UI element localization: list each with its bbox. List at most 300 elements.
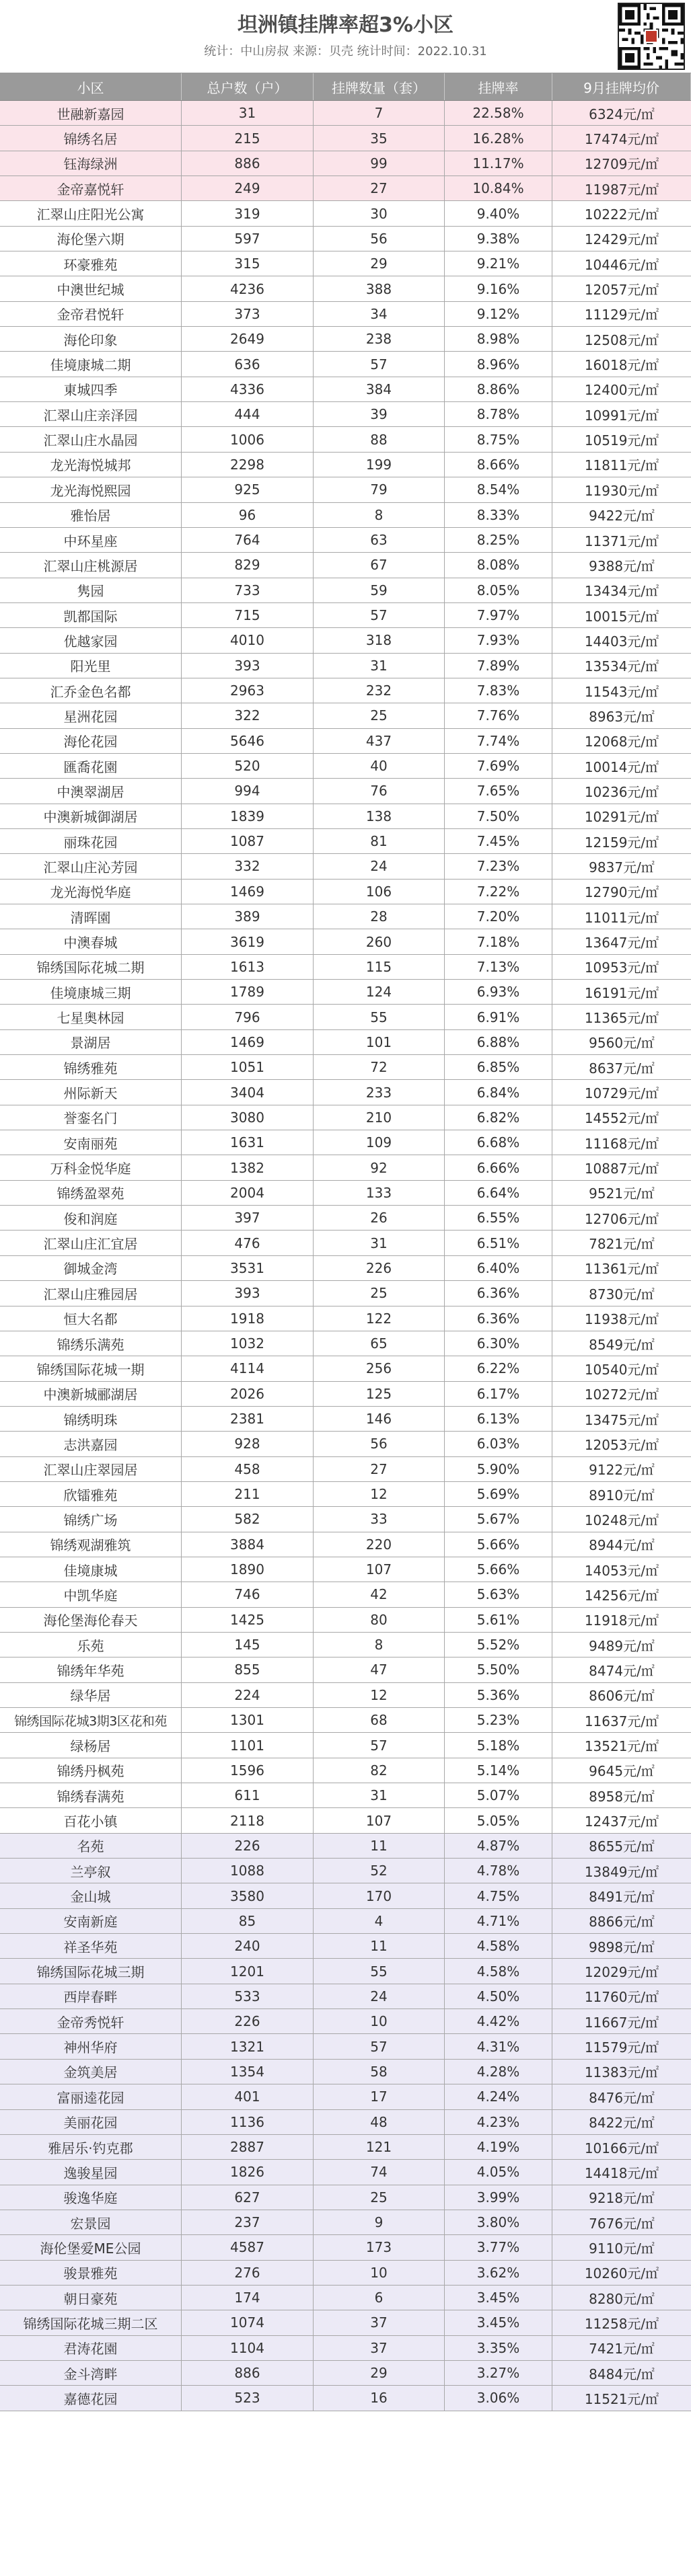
- cell-listing-rate: 6.51%: [445, 1231, 552, 1255]
- cell-households: 322: [182, 703, 314, 728]
- cell-listing-rate: 5.66%: [445, 1557, 552, 1582]
- cell-listing-rate: 7.74%: [445, 729, 552, 753]
- cell-avg-price: 9122元/㎡: [589, 1462, 655, 1479]
- cell-avg-price: 11383元/㎡: [584, 2064, 659, 2081]
- cell-avg-price: 12029元/㎡: [584, 1964, 659, 1981]
- cell-households: 3404: [182, 1080, 314, 1104]
- table-row: [0, 1532, 691, 1557]
- table-header-row: [0, 73, 691, 101]
- cell-listings: 10: [314, 2009, 445, 2033]
- cell-listing-rate: 6.82%: [445, 1105, 552, 1130]
- cell-avg-price: 14552元/㎡: [584, 1110, 659, 1127]
- cell-households: 1354: [182, 2060, 314, 2084]
- cell-listing-rate: 7.13%: [445, 955, 552, 979]
- cell-households: 315: [182, 251, 314, 276]
- cell-households: 1032: [182, 1331, 314, 1356]
- cell-listing-rate: 8.05%: [445, 578, 552, 602]
- cell-community-name: 汇翠山庄水晶园: [0, 427, 182, 451]
- cell-listings: 170: [314, 1883, 445, 1908]
- cell-listings: 10: [314, 2261, 445, 2285]
- cell-listing-rate: 4.58%: [445, 1959, 552, 1983]
- cell-community-name: 锦绣盈翠苑: [0, 1181, 182, 1205]
- cell-listing-rate: 8.75%: [445, 427, 552, 451]
- cell-avg-price: 12068元/㎡: [584, 734, 659, 750]
- cell-listings: 199: [314, 453, 445, 477]
- cell-listings: 115: [314, 955, 445, 979]
- cell-households: 582: [182, 1507, 314, 1531]
- cell-listing-rate: 5.07%: [445, 1783, 552, 1807]
- cell-listings: 133: [314, 1181, 445, 1205]
- cell-households: 829: [182, 553, 314, 577]
- cell-households: 925: [182, 477, 314, 502]
- cell-households: 4010: [182, 628, 314, 652]
- cell-community-name: 金筑美居: [0, 2060, 182, 2084]
- table-row: [0, 1432, 691, 1456]
- cell-households: 1425: [182, 1608, 314, 1632]
- cell-avg-price: 8606元/㎡: [589, 1688, 655, 1705]
- cell-households: 886: [182, 151, 314, 175]
- cell-community-name: 锦绣国际花城三期: [0, 1959, 182, 1983]
- cell-avg-price: 13647元/㎡: [584, 935, 659, 951]
- cell-households: 215: [182, 126, 314, 150]
- table-row: [0, 377, 691, 402]
- cell-listing-rate: 4.28%: [445, 2060, 552, 2084]
- cell-listings: 318: [314, 628, 445, 652]
- cell-listings: 121: [314, 2135, 445, 2159]
- cell-avg-price: 10272元/㎡: [584, 1387, 659, 1403]
- cell-community-name: 金帝嘉悦轩: [0, 176, 182, 200]
- cell-listing-rate: 7.20%: [445, 904, 552, 929]
- cell-listing-rate: 16.28%: [445, 126, 552, 150]
- cell-avg-price: 11258元/㎡: [584, 2315, 659, 2332]
- table-row: [0, 477, 691, 502]
- column-header-price: 9月挂牌均价: [552, 73, 691, 100]
- table-row: [0, 1105, 691, 1130]
- cell-community-name: 中澳新城郦湖居: [0, 1382, 182, 1406]
- cell-community-name: 嘉德花园: [0, 2386, 182, 2410]
- table-row: [0, 1608, 691, 1633]
- cell-avg-price: 11361元/㎡: [584, 1261, 659, 1278]
- cell-listing-rate: 4.75%: [445, 1883, 552, 1908]
- cell-avg-price: 16018元/㎡: [584, 357, 659, 374]
- cell-listings: 388: [314, 276, 445, 301]
- cell-listings: 24: [314, 854, 445, 878]
- cell-households: 2298: [182, 453, 314, 477]
- cell-listing-rate: 4.87%: [445, 1834, 552, 1858]
- cell-community-name: 龙光海悦华庭: [0, 880, 182, 904]
- cell-listings: 11: [314, 1934, 445, 1958]
- cell-avg-price: 17474元/㎡: [584, 131, 659, 148]
- cell-listings: 57: [314, 603, 445, 627]
- cell-community-name: 恒大名都: [0, 1306, 182, 1331]
- cell-listings: 173: [314, 2235, 445, 2259]
- cell-community-name: 汇翠山庄亲泽园: [0, 402, 182, 426]
- cell-households: 1006: [182, 427, 314, 451]
- cell-listings: 437: [314, 729, 445, 753]
- cell-listing-rate: 4.58%: [445, 1934, 552, 1958]
- cell-listings: 8: [314, 503, 445, 527]
- cell-listings: 29: [314, 2361, 445, 2385]
- cell-households: 1382: [182, 1155, 314, 1179]
- cell-avg-price: 7421元/㎡: [589, 2341, 655, 2357]
- cell-listings: 37: [314, 2336, 445, 2360]
- cell-listings: 82: [314, 1758, 445, 1783]
- cell-listings: 48: [314, 2110, 445, 2134]
- cell-community-name: 俊和润庭: [0, 1206, 182, 1230]
- cell-listing-rate: 5.67%: [445, 1507, 552, 1531]
- table-row: [0, 427, 691, 452]
- cell-listings: 12: [314, 1683, 445, 1707]
- cell-community-name: 中澳春城: [0, 929, 182, 953]
- cell-avg-price: 8476元/㎡: [589, 2089, 655, 2106]
- cell-avg-price: 12709元/㎡: [584, 156, 659, 173]
- cell-households: 1918: [182, 1306, 314, 1331]
- cell-community-name: 中澳世纪城: [0, 276, 182, 301]
- qr-code-icon: [618, 3, 685, 70]
- cell-community-name: 锦绣观湖雅筑: [0, 1532, 182, 1557]
- cell-avg-price: 12790元/㎡: [584, 884, 659, 901]
- cell-community-name: 汇翠山庄桃源居: [0, 553, 182, 577]
- cell-listing-rate: 11.17%: [445, 151, 552, 175]
- table-row: [0, 302, 691, 327]
- cell-community-name: 海伦堡六期: [0, 227, 182, 251]
- cell-community-name: 百花小镇: [0, 1808, 182, 1832]
- cell-community-name: 宏景园: [0, 2210, 182, 2234]
- cell-avg-price: 9218元/㎡: [589, 2190, 655, 2207]
- cell-community-name: 绿华居: [0, 1683, 182, 1707]
- cell-avg-price: 12159元/㎡: [584, 834, 659, 851]
- cell-listing-rate: 5.63%: [445, 1582, 552, 1606]
- table-row: [0, 880, 691, 904]
- cell-listing-rate: 6.22%: [445, 1356, 552, 1380]
- cell-households: 3531: [182, 1256, 314, 1280]
- cell-listing-rate: 6.40%: [445, 1256, 552, 1280]
- cell-listings: 31: [314, 1231, 445, 1255]
- cell-listings: 138: [314, 804, 445, 828]
- cell-households: 373: [182, 302, 314, 326]
- cell-listing-rate: 8.96%: [445, 352, 552, 376]
- table-row: [0, 1507, 691, 1532]
- cell-avg-price: 12429元/㎡: [584, 231, 659, 248]
- table-row: [0, 2386, 691, 2411]
- cell-households: 276: [182, 2261, 314, 2285]
- cell-community-name: 凯都国际: [0, 603, 182, 627]
- table-row: [0, 1808, 691, 1833]
- cell-avg-price: 9898元/㎡: [589, 1939, 655, 1955]
- cell-listing-rate: 6.85%: [445, 1055, 552, 1079]
- cell-listing-rate: 4.19%: [445, 2135, 552, 2159]
- cell-listings: 107: [314, 1808, 445, 1832]
- cell-avg-price: 10236元/㎡: [584, 783, 659, 800]
- cell-avg-price: 12437元/㎡: [584, 1813, 659, 1830]
- cell-avg-price: 12057元/㎡: [584, 282, 659, 299]
- cell-community-name: 東城四季: [0, 377, 182, 401]
- cell-avg-price: 10222元/㎡: [584, 206, 659, 223]
- cell-listings: 79: [314, 477, 445, 502]
- table-row: [0, 176, 691, 201]
- cell-avg-price: 14053元/㎡: [584, 1562, 659, 1579]
- cell-community-name: 锦绣名居: [0, 126, 182, 150]
- table-row: [0, 553, 691, 578]
- cell-community-name: 锦绣广场: [0, 1507, 182, 1531]
- cell-listings: 125: [314, 1382, 445, 1406]
- cell-households: 174: [182, 2286, 314, 2310]
- cell-community-name: 欣镭雅苑: [0, 1482, 182, 1506]
- cell-listings: 109: [314, 1130, 445, 1155]
- cell-avg-price: 7821元/㎡: [589, 1236, 655, 1253]
- table-row: [0, 528, 691, 553]
- cell-listing-rate: 5.50%: [445, 1657, 552, 1682]
- cell-avg-price: 8549元/㎡: [589, 1336, 655, 1353]
- cell-avg-price: 11930元/㎡: [584, 482, 659, 499]
- cell-listings: 58: [314, 2060, 445, 2084]
- table-row: [0, 779, 691, 804]
- cell-households: 2004: [182, 1181, 314, 1205]
- cell-households: 1088: [182, 1859, 314, 1883]
- cell-listings: 232: [314, 678, 445, 703]
- cell-avg-price: 8730元/㎡: [589, 1286, 655, 1302]
- cell-avg-price: 11760元/㎡: [584, 1989, 659, 2006]
- cell-listings: 25: [314, 703, 445, 728]
- cell-avg-price: 8958元/㎡: [589, 1788, 655, 1805]
- cell-avg-price: 10015元/㎡: [584, 608, 659, 625]
- cell-community-name: 金山城: [0, 1883, 182, 1908]
- table-row: [0, 1055, 691, 1080]
- cell-listings: 39: [314, 402, 445, 426]
- cell-listing-rate: 7.45%: [445, 829, 552, 853]
- cell-community-name: 汇翠山庄汇宜居: [0, 1231, 182, 1255]
- cell-listings: 67: [314, 553, 445, 577]
- cell-listing-rate: 8.54%: [445, 477, 552, 502]
- cell-households: 3080: [182, 1105, 314, 1130]
- cell-avg-price: 13475元/㎡: [584, 1411, 659, 1428]
- cell-avg-price: 8963元/㎡: [589, 708, 655, 725]
- cell-community-name: 祥圣华苑: [0, 1934, 182, 1958]
- cell-households: 249: [182, 176, 314, 200]
- table-row: [0, 1758, 691, 1783]
- cell-listing-rate: 5.90%: [445, 1457, 552, 1481]
- cell-community-name: 锦绣丹枫苑: [0, 1758, 182, 1783]
- cell-households: 523: [182, 2386, 314, 2410]
- cell-community-name: 锦绣雅苑: [0, 1055, 182, 1079]
- cell-avg-price: 9837元/㎡: [589, 859, 655, 875]
- cell-listing-rate: 3.06%: [445, 2386, 552, 2410]
- cell-listing-rate: 7.76%: [445, 703, 552, 728]
- cell-households: 224: [182, 1683, 314, 1707]
- cell-listings: 35: [314, 126, 445, 150]
- table-row: [0, 678, 691, 703]
- table-row: [0, 2160, 691, 2185]
- cell-households: 1469: [182, 880, 314, 904]
- table-row: [0, 1281, 691, 1306]
- cell-listing-rate: 7.22%: [445, 880, 552, 904]
- cell-households: 1074: [182, 2310, 314, 2335]
- cell-households: 319: [182, 201, 314, 225]
- cell-listing-rate: 9.21%: [445, 251, 552, 276]
- cell-avg-price: 8910元/㎡: [589, 1487, 655, 1504]
- cell-listing-rate: 6.36%: [445, 1306, 552, 1331]
- table-row: [0, 1231, 691, 1255]
- cell-community-name: 锦绣明珠: [0, 1407, 182, 1431]
- cell-community-name: 逸骏星园: [0, 2160, 182, 2184]
- cell-community-name: 匯喬花園: [0, 754, 182, 778]
- cell-households: 2381: [182, 1407, 314, 1431]
- cell-avg-price: 10166元/㎡: [584, 2140, 659, 2156]
- cell-listing-rate: 3.27%: [445, 2361, 552, 2385]
- cell-households: 746: [182, 1582, 314, 1606]
- table-row: [0, 1080, 691, 1105]
- table-row: [0, 1984, 691, 2009]
- cell-listings: 220: [314, 1532, 445, 1557]
- table-row: [0, 1883, 691, 1908]
- cell-listing-rate: 8.08%: [445, 553, 552, 577]
- table-row: [0, 2009, 691, 2034]
- table-row: [0, 2060, 691, 2084]
- cell-listings: 12: [314, 1482, 445, 1506]
- cell-households: 1839: [182, 804, 314, 828]
- table-row: [0, 402, 691, 427]
- cell-community-name: 金帝秀悦轩: [0, 2009, 182, 2033]
- cell-households: 715: [182, 603, 314, 627]
- cell-avg-price: 9521元/㎡: [589, 1185, 655, 1202]
- table-row: [0, 929, 691, 954]
- table-row: [0, 854, 691, 879]
- table-row: [0, 1783, 691, 1808]
- cell-avg-price: 9645元/㎡: [589, 1763, 655, 1780]
- cell-avg-price: 12508元/㎡: [584, 331, 659, 348]
- cell-listings: 106: [314, 880, 445, 904]
- table-row: [0, 603, 691, 628]
- cell-community-name: 美丽花园: [0, 2110, 182, 2134]
- cell-listing-rate: 3.62%: [445, 2261, 552, 2285]
- cell-avg-price: 10953元/㎡: [584, 960, 659, 976]
- table-body: [0, 101, 691, 2411]
- cell-listings: 33: [314, 1507, 445, 1531]
- cell-avg-price: 11168元/㎡: [584, 1135, 659, 1152]
- cell-listings: 256: [314, 1356, 445, 1380]
- cell-listings: 28: [314, 904, 445, 929]
- table-row: [0, 1859, 691, 1883]
- cell-listing-rate: 9.40%: [445, 201, 552, 225]
- cell-listing-rate: 3.35%: [445, 2336, 552, 2360]
- cell-listings: 34: [314, 302, 445, 326]
- table-row: [0, 1457, 691, 1482]
- cell-listing-rate: 9.12%: [445, 302, 552, 326]
- page-subtitle: 统计：中山房叔 来源：贝壳 统计时间：2022.10.31: [204, 44, 487, 58]
- column-header-households: 总户数（户）: [182, 73, 314, 100]
- table-row: [0, 804, 691, 829]
- cell-community-name: 锦绣年华苑: [0, 1657, 182, 1682]
- cell-households: 476: [182, 1231, 314, 1255]
- cell-listing-rate: 4.42%: [445, 2009, 552, 2033]
- cell-listing-rate: 5.14%: [445, 1758, 552, 1783]
- cell-avg-price: 11129元/㎡: [584, 307, 659, 323]
- cell-listings: 52: [314, 1859, 445, 1883]
- cell-avg-price: 13434元/㎡: [584, 583, 659, 600]
- cell-listing-rate: 3.45%: [445, 2310, 552, 2335]
- table-row: [0, 276, 691, 301]
- cell-community-name: 金帝君悦轩: [0, 302, 182, 326]
- cell-avg-price: 10291元/㎡: [584, 809, 659, 826]
- cell-avg-price: 8866元/㎡: [589, 1914, 655, 1930]
- cell-listing-rate: 6.68%: [445, 1130, 552, 1155]
- cell-community-name: 海伦印象: [0, 327, 182, 351]
- cell-listing-rate: 5.69%: [445, 1482, 552, 1506]
- cell-listings: 238: [314, 327, 445, 351]
- cell-community-name: 君涛花園: [0, 2336, 182, 2360]
- table-row: [0, 2336, 691, 2361]
- cell-listings: 56: [314, 1432, 445, 1456]
- cell-community-name: 丽珠花园: [0, 829, 182, 853]
- cell-avg-price: 10729元/㎡: [584, 1085, 659, 1102]
- cell-community-name: 神州华府: [0, 2034, 182, 2058]
- cell-listings: 57: [314, 1733, 445, 1757]
- table-row: [0, 2261, 691, 2286]
- cell-community-name: 钰海绿洲: [0, 151, 182, 175]
- cell-listings: 101: [314, 1030, 445, 1054]
- cell-listings: 8: [314, 1633, 445, 1657]
- table-row: [0, 327, 691, 352]
- cell-community-name: 金斗湾畔: [0, 2361, 182, 2385]
- cell-avg-price: 11811元/㎡: [584, 457, 659, 474]
- cell-community-name: 锦绣国际花城二期: [0, 955, 182, 979]
- cell-listing-rate: 7.93%: [445, 628, 552, 652]
- table-row: [0, 2361, 691, 2386]
- table-row: [0, 2210, 691, 2235]
- cell-listings: 25: [314, 1281, 445, 1305]
- cell-households: 5646: [182, 729, 314, 753]
- cell-listing-rate: 4.23%: [445, 2110, 552, 2134]
- cell-households: 1136: [182, 2110, 314, 2134]
- table-row: [0, 1557, 691, 1582]
- cell-avg-price: 12400元/㎡: [584, 382, 659, 399]
- cell-households: 1631: [182, 1130, 314, 1155]
- cell-households: 1201: [182, 1959, 314, 1983]
- cell-community-name: 汇翠山庄翠园居: [0, 1457, 182, 1481]
- cell-listing-rate: 8.25%: [445, 528, 552, 552]
- cell-community-name: 锦绣乐满苑: [0, 1331, 182, 1356]
- cell-listing-rate: 4.05%: [445, 2160, 552, 2184]
- cell-avg-price: 11365元/㎡: [584, 1010, 659, 1027]
- cell-listings: 30: [314, 201, 445, 225]
- cell-listings: 16: [314, 2386, 445, 2410]
- cell-households: 240: [182, 1934, 314, 1958]
- cell-households: 1321: [182, 2034, 314, 2058]
- cell-listing-rate: 5.18%: [445, 1733, 552, 1757]
- cell-avg-price: 8422元/㎡: [589, 2115, 655, 2132]
- cell-listings: 63: [314, 528, 445, 552]
- cell-households: 31: [182, 101, 314, 125]
- table-row: [0, 1356, 691, 1381]
- cell-households: 733: [182, 578, 314, 602]
- cell-avg-price: 10248元/㎡: [584, 1512, 659, 1528]
- table-row: [0, 1030, 691, 1055]
- cell-avg-price: 13521元/㎡: [584, 1738, 659, 1755]
- cell-listing-rate: 7.83%: [445, 678, 552, 703]
- cell-households: 1613: [182, 955, 314, 979]
- cell-households: 764: [182, 528, 314, 552]
- table-row: [0, 829, 691, 854]
- column-header-rate: 挂牌率: [445, 73, 552, 100]
- cell-households: 2026: [182, 1382, 314, 1406]
- cell-avg-price: 7676元/㎡: [589, 2215, 655, 2232]
- cell-listings: 107: [314, 1557, 445, 1582]
- cell-households: 886: [182, 2361, 314, 2385]
- table-row: [0, 1407, 691, 1432]
- cell-listing-rate: 9.16%: [445, 276, 552, 301]
- cell-community-name: 中环星座: [0, 528, 182, 552]
- cell-listing-rate: 4.50%: [445, 1984, 552, 2008]
